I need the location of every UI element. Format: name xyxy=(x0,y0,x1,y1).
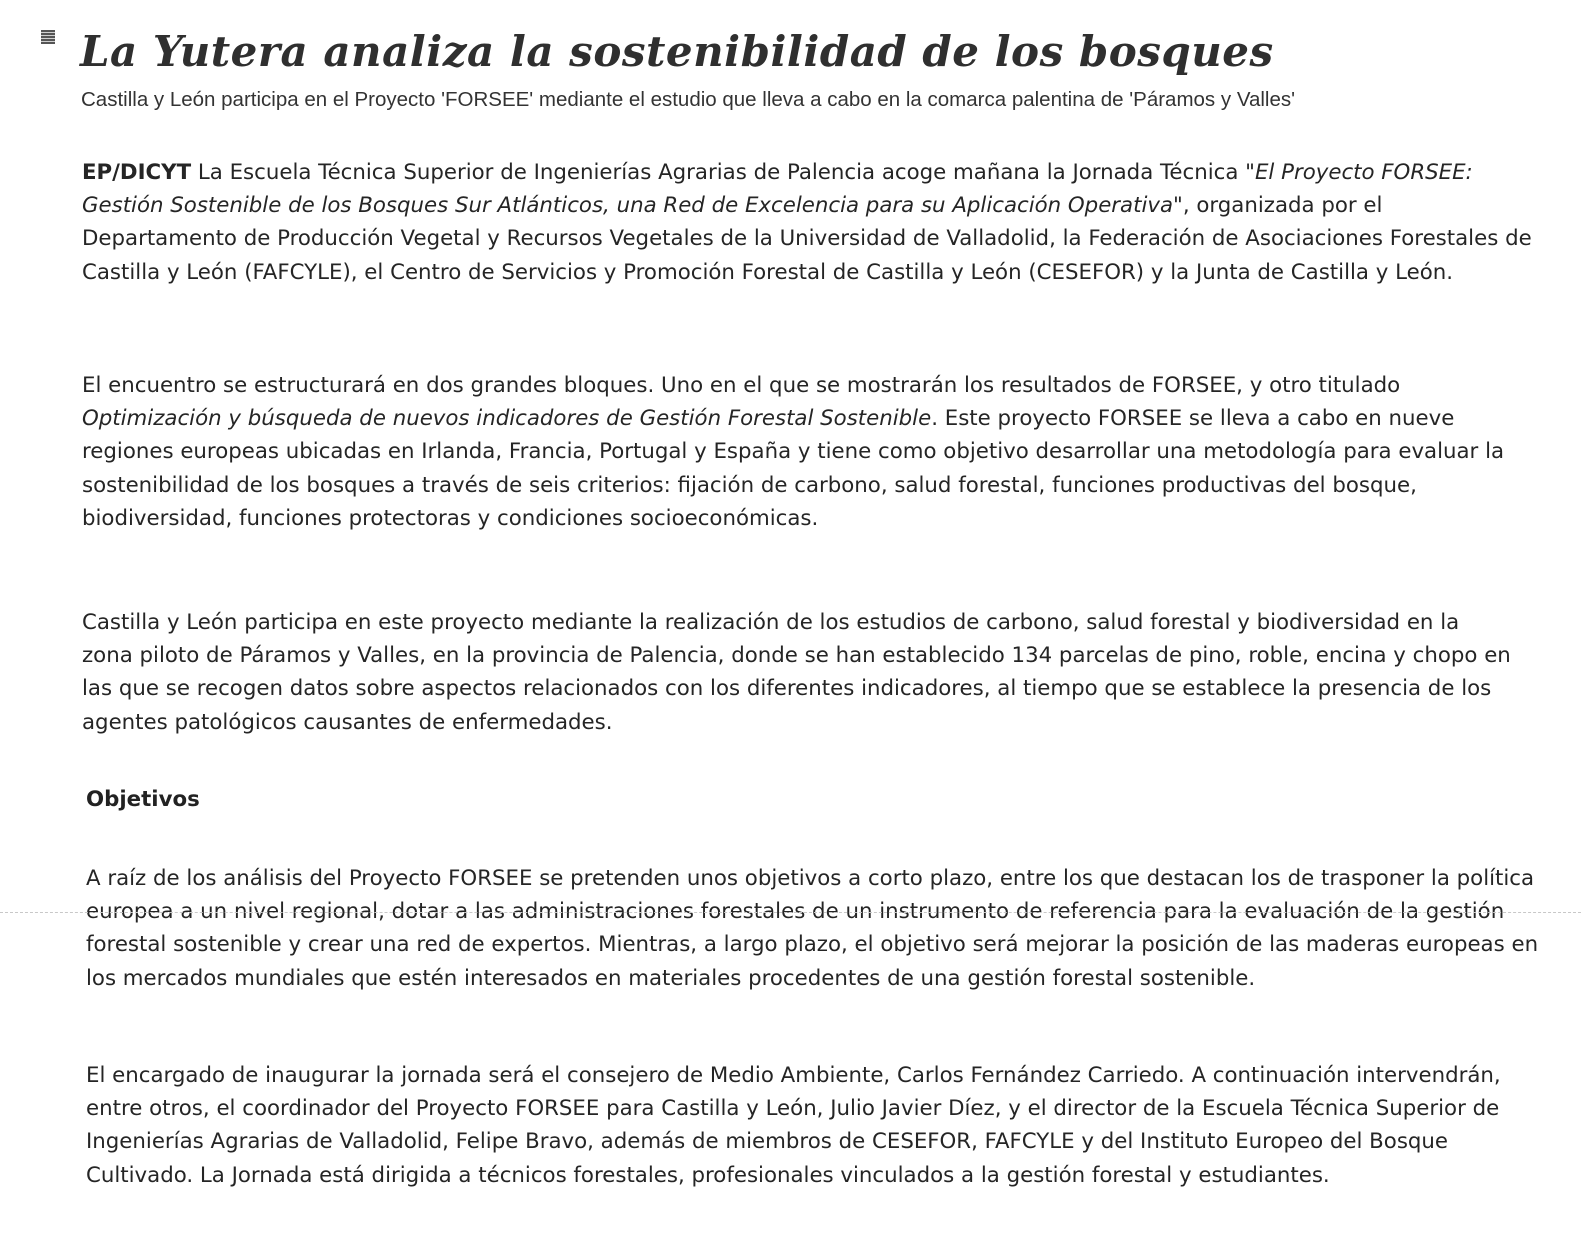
intro-text-a: La Escuela Técnica Superior de Ingenierías Agrarias de Palencia acoge mañana la Jornada Técnica xyxy=(191,160,1246,185)
paragraph-structure xyxy=(82,369,1532,535)
block-title: Optimización y búsqueda de nuevos indicadores de Gestión Forestal Sostenible xyxy=(82,406,932,432)
scan-fold-line xyxy=(0,912,1581,913)
section-heading-objetivos: Objetivos xyxy=(86,787,200,812)
structure-text-b: . Este proyecto FORSEE se lleva a cabo en nueve regiones europeas ubicadas en Irlanda, Francia, Portugal y España y tiene como objetivo desarrollar una metodología para evaluar la sostenibilidad de los bosques a través de seis criterios: fijación de carbono, salud forestal, funciones productivas del bosque, biodiversidad, funciones protectoras y condiciones socioeconómicas. xyxy=(82,406,1505,531)
paragraph-intro xyxy=(82,156,1532,289)
structure-text-a: El encuentro se estructurará en dos grandes bloques. Uno en el que se mostrarán los resultados de FORSEE, y otro titulado xyxy=(82,373,1401,398)
event-title: "El Proyecto FORSEE: Gestión Sostenible de los Bosques Sur Atlánticos, una Red de Excelencia para su Aplicación Operativa" xyxy=(82,160,1473,219)
article-title: La Yutera analiza la sostenibilidad de los bosques xyxy=(80,27,1274,76)
paragraph-participation: Castilla y León participa en este proyecto mediante la realización de los estudios de carbono, salud forestal y biodiversidad en la zona piloto de Páramos y Valles, en la provincia de Palencia, donde se han establecido 134 parcelas de pino, roble, encina y chopo en las que se recogen datos sobre aspectos relacionados con los diferentes indicadores, al tiempo que se establece la presencia de los agentes patológicos causantes de enfermedades. xyxy=(82,610,1511,735)
paragraph-objectives: A raíz de los análisis del Proyecto FORSEE se pretenden unos objetivos a corto plazo, entre los que destacan los de trasponer la política europea a un nivel regional, dotar a las administraciones forestales de un instrumento de referencia para la evaluación de la gestión forestal sostenible y crear una red de expertos. Mientras, a largo plazo, el objetivo será mejorar la posición de las maderas europeas en los mercados mundiales que estén interesados en materiales procedentes de una gestión forestal sostenible. xyxy=(86,866,1539,991)
source-credit: EP/DICYT xyxy=(82,160,192,185)
paragraph-inauguration: El encargado de inaugurar la jornada será el consejero de Medio Ambiente, Carlos Fernández Carriedo. A continuación intervendrán, entre otros, el coordinador del Proyecto FORSEE para Castilla y León, Julio Javier Díez, y el director de la Escuela Técnica Superior de Ingenierías Agrarias de Valladolid, Felipe Bravo, además de miembros de CESEFOR, FAFCYLE y del Instituto Europeo del Bosque Cultivado. La Jornada está dirigida a técnicos forestales, profesionales vinculados a la gestión forestal y estudiantes. xyxy=(86,1063,1501,1188)
square-bullet-icon xyxy=(41,30,55,44)
article-subtitle: Castilla y León participa en el Proyecto 'FORSEE' mediante el estudio que lleva a cabo en la comarca palentina de 'Páramos y Valles' xyxy=(81,88,1296,111)
intro-text-b: , organizada por el Departamento de Producción Vegetal y Recursos Vegetales de la Universidad de Valladolid, la Federación de Asociaciones Forestales de Castilla y León (FAFCYLE), el Centro de Servicios y Promoción Forestal de Castilla y León (CESEFOR) y la Junta de Castilla y León. xyxy=(82,193,1532,285)
